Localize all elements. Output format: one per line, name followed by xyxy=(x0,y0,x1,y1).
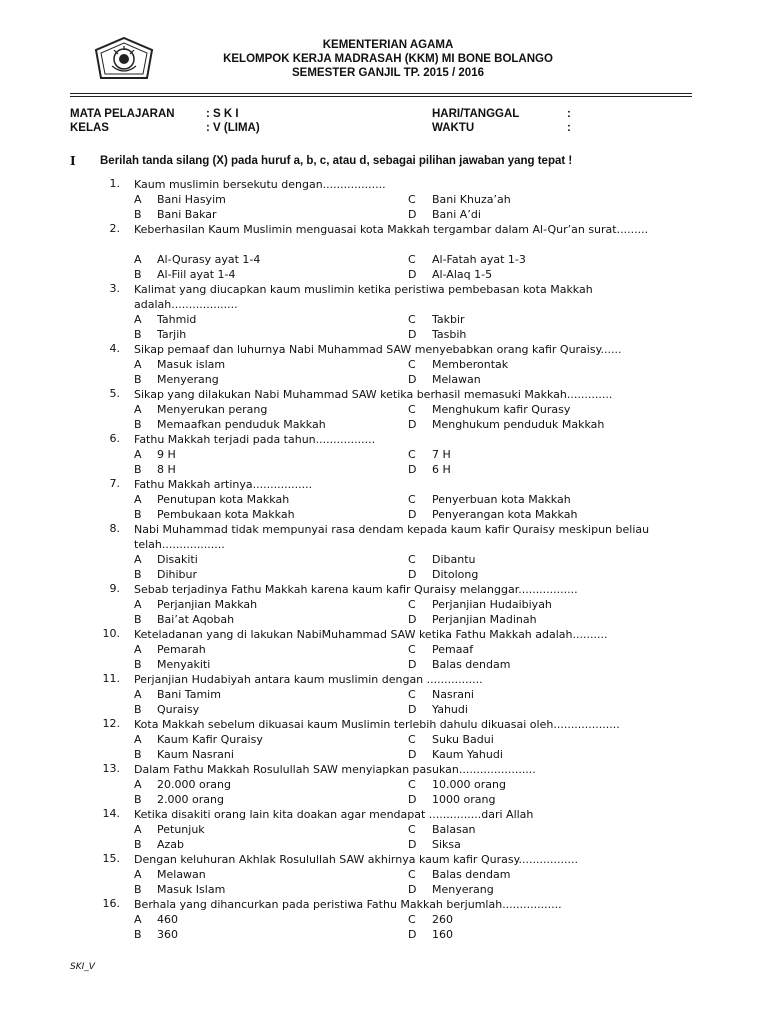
option-letter[interactable]: A xyxy=(134,553,142,566)
option-row xyxy=(0,702,768,717)
option-letter[interactable]: C xyxy=(408,643,416,656)
question-number: 5. xyxy=(109,387,120,400)
option-row xyxy=(0,642,768,657)
question-text: Fathu Makkah terjadi pada tahun................. xyxy=(134,433,376,446)
option-text: Dibantu xyxy=(432,553,476,566)
option-letter[interactable]: C xyxy=(408,553,416,566)
option-letter[interactable]: B xyxy=(134,268,142,281)
option-letter[interactable]: A xyxy=(134,868,142,881)
question-text: Dengan keluhuran Akhlak Rosulullah SAW akhirnya kaum kafir Qurasy................. xyxy=(134,853,578,866)
option-text: Tahmid xyxy=(157,313,197,326)
option-row xyxy=(0,822,768,837)
question-number: 2. xyxy=(109,222,120,235)
option-row xyxy=(0,357,768,372)
option-text: Suku Badui xyxy=(432,733,494,746)
option-letter[interactable]: A xyxy=(134,493,142,506)
option-letter[interactable]: C xyxy=(408,448,416,461)
option-text: 9 H xyxy=(157,448,176,461)
header-divider-bottom xyxy=(70,96,692,97)
option-row xyxy=(0,492,768,507)
option-letter[interactable]: C xyxy=(408,688,416,701)
option-letter[interactable]: C xyxy=(408,868,416,881)
option-text: Quraisy xyxy=(157,703,200,716)
option-letter[interactable]: B xyxy=(134,928,142,941)
question-text: Berhala yang dihancurkan pada peristiwa Fathu Makkah berjumlah................. xyxy=(134,898,562,911)
option-letter[interactable]: D xyxy=(408,838,417,851)
option-letter[interactable]: D xyxy=(408,268,417,281)
question-number: 10. xyxy=(102,627,120,640)
option-letter[interactable]: D xyxy=(408,328,417,341)
option-letter[interactable]: B xyxy=(134,838,142,851)
time-label: WAKTU xyxy=(432,122,475,134)
option-text: Kaum Yahudi xyxy=(432,748,503,761)
question-text: Sikap yang dilakukan Nabi Muhammad SAW ketika berhasil memasuki Makkah............. xyxy=(134,388,613,401)
option-text: Penyerangan kota Makkah xyxy=(432,508,578,521)
question-number: 15. xyxy=(102,852,120,865)
option-letter[interactable]: C xyxy=(408,733,416,746)
subject-value: : S K I xyxy=(206,108,239,120)
option-letter[interactable]: D xyxy=(408,373,417,386)
question-text: Sikap pemaaf dan luhurnya Nabi Muhammad SAW menyebabkan orang kafir Quraisy...... xyxy=(134,343,622,356)
option-text: Penyerbuan kota Makkah xyxy=(432,493,571,506)
option-text: Perjanjian Makkah xyxy=(157,598,258,611)
option-text: 360 xyxy=(157,928,178,941)
option-text: 260 xyxy=(432,913,453,926)
option-text: Pembukaan kota Makkah xyxy=(157,508,295,521)
option-letter[interactable]: C xyxy=(408,493,416,506)
option-letter[interactable]: B xyxy=(134,208,142,221)
option-text: 460 xyxy=(157,913,178,926)
option-text: Menyakiti xyxy=(157,658,211,671)
option-letter[interactable]: B xyxy=(134,508,142,521)
option-text: Azab xyxy=(157,838,185,851)
option-letter[interactable]: B xyxy=(134,793,142,806)
option-row xyxy=(0,507,768,522)
option-letter[interactable]: B xyxy=(134,328,142,341)
question-number: 6. xyxy=(109,432,120,445)
option-row xyxy=(0,552,768,567)
option-text: Masuk Islam xyxy=(157,883,226,896)
option-text: Menghukum kafir Qurasy xyxy=(432,403,571,416)
header-divider-top xyxy=(70,93,692,94)
option-row xyxy=(0,252,768,267)
option-text: 160 xyxy=(432,928,453,941)
option-text: 1000 orang xyxy=(432,793,496,806)
option-text: 20.000 orang xyxy=(157,778,231,791)
option-row xyxy=(0,687,768,702)
ministry-logo-icon xyxy=(92,36,156,80)
option-text: Kaum Kafir Quraisy xyxy=(157,733,263,746)
option-text: Bani Hasyim xyxy=(157,193,226,206)
option-text: 7 H xyxy=(432,448,451,461)
question-text: Kaum muslimin bersekutu dengan.................. xyxy=(134,178,386,191)
option-text: Al-Fiil ayat 1-4 xyxy=(157,268,236,281)
option-row xyxy=(0,192,768,207)
question-text: Fathu Makkah artinya................. xyxy=(134,478,313,491)
option-letter[interactable]: A xyxy=(134,643,142,656)
option-letter[interactable]: A xyxy=(134,448,142,461)
option-text: Menyerang xyxy=(432,883,494,896)
option-text: Tasbih xyxy=(432,328,467,341)
option-letter[interactable]: C xyxy=(408,403,416,416)
option-text: Al-Fatah ayat 1-3 xyxy=(432,253,526,266)
option-row xyxy=(0,867,768,882)
option-letter[interactable]: C xyxy=(408,253,416,266)
question-number: 1. xyxy=(109,177,120,190)
day-label: HARI/TANGGAL xyxy=(432,108,520,120)
question-text: Keberhasilan Kaum Muslimin menguasai kota Makkah tergambar dalam Al-Qur’an surat......... xyxy=(134,223,649,236)
option-row xyxy=(0,837,768,852)
option-text: Menyerang xyxy=(157,373,219,386)
option-row xyxy=(0,777,768,792)
option-text: Kaum Nasrani xyxy=(157,748,234,761)
option-row xyxy=(0,267,768,282)
option-text: Pemaaf xyxy=(432,643,474,656)
header-semester: SEMESTER GANJIL TP. 2015 / 2016 xyxy=(292,67,484,79)
option-letter[interactable]: A xyxy=(134,358,142,371)
option-text: 10.000 orang xyxy=(432,778,506,791)
option-text: Siksa xyxy=(432,838,461,851)
section-instruction: Berilah tanda silang (X) pada huruf a, b, c, atau d, sebagai pilihan jawaban yang tepat ! xyxy=(100,155,573,167)
option-text: Perjanjian Hudaibiyah xyxy=(432,598,552,611)
option-letter[interactable]: D xyxy=(408,508,417,521)
option-letter[interactable]: A xyxy=(134,598,142,611)
option-text: Dihibur xyxy=(157,568,198,581)
question-number: 8. xyxy=(109,522,120,535)
question-number: 4. xyxy=(109,342,120,355)
option-text: Takbir xyxy=(432,313,465,326)
option-letter[interactable]: C xyxy=(408,313,416,326)
option-row xyxy=(0,567,768,582)
class-value: : V (LIMA) xyxy=(206,122,260,134)
question-text: Dalam Fathu Makkah Rosulullah SAW menyiapkan pasukan...................... xyxy=(134,763,536,776)
option-text: Memaafkan penduduk Makkah xyxy=(157,418,326,431)
option-text: Penutupan kota Makkah xyxy=(157,493,290,506)
option-letter[interactable]: A xyxy=(134,193,142,206)
option-letter[interactable]: B xyxy=(134,658,142,671)
option-letter[interactable]: D xyxy=(408,748,417,761)
question-number: 3. xyxy=(109,282,120,295)
time-value: : xyxy=(567,122,571,134)
option-text: Nasrani xyxy=(432,688,474,701)
option-text: Balas dendam xyxy=(432,658,511,671)
option-letter[interactable]: A xyxy=(134,778,142,791)
option-row xyxy=(0,927,768,942)
option-text: Al-Qurasy ayat 1-4 xyxy=(157,253,261,266)
option-text: Petunjuk xyxy=(157,823,205,836)
option-letter[interactable]: D xyxy=(408,208,417,221)
option-text: Al-Alaq 1-5 xyxy=(432,268,493,281)
header-group: KELOMPOK KERJA MADRASAH (KKM) MI BONE BOLANGO xyxy=(223,53,553,65)
option-letter[interactable]: D xyxy=(408,928,417,941)
option-row xyxy=(0,912,768,927)
option-row xyxy=(0,657,768,672)
footer-code: SKI_V xyxy=(70,962,95,972)
option-row xyxy=(0,372,768,387)
option-row xyxy=(0,327,768,342)
option-row xyxy=(0,312,768,327)
option-letter[interactable]: D xyxy=(408,658,417,671)
option-letter[interactable]: A xyxy=(134,688,142,701)
option-letter[interactable]: D xyxy=(408,793,417,806)
option-letter[interactable]: B xyxy=(134,373,142,386)
option-letter[interactable]: A xyxy=(134,253,142,266)
section-numeral: I xyxy=(70,154,76,168)
option-letter[interactable]: B xyxy=(134,613,142,626)
option-letter[interactable]: A xyxy=(134,403,142,416)
option-row xyxy=(0,612,768,627)
option-row xyxy=(0,447,768,462)
question-text: Ketika disakiti orang lain kita doakan agar mendapat ...............dari Allah xyxy=(134,808,534,821)
option-letter[interactable]: C xyxy=(408,598,416,611)
option-text: Melawan xyxy=(432,373,481,386)
option-row xyxy=(0,402,768,417)
question-number: 7. xyxy=(109,477,120,490)
option-letter[interactable]: B xyxy=(134,463,142,476)
question-number: 16. xyxy=(102,897,120,910)
option-text: Yahudi xyxy=(432,703,468,716)
option-letter[interactable]: C xyxy=(408,193,416,206)
option-letter[interactable]: B xyxy=(134,883,142,896)
option-letter[interactable]: D xyxy=(408,703,417,716)
option-text: Melawan xyxy=(157,868,206,881)
option-text: Menyerukan perang xyxy=(157,403,268,416)
question-text: Sebab terjadinya Fathu Makkah karena kaum kafir Quraisy melanggar................. xyxy=(134,583,578,596)
option-text: Balasan xyxy=(432,823,476,836)
question-text: Nabi Muhammad tidak mempunyai rasa dendam kepada kaum kafir Quraisy meskipun beliau telah.................. xyxy=(134,523,650,551)
option-letter[interactable]: C xyxy=(408,358,416,371)
option-text: Bai’at Aqobah xyxy=(157,613,235,626)
option-text: Tarjih xyxy=(157,328,187,341)
option-row xyxy=(0,417,768,432)
option-row xyxy=(0,597,768,612)
day-value: : xyxy=(567,108,571,120)
option-letter[interactable]: B xyxy=(134,568,142,581)
option-text: Disakiti xyxy=(157,553,198,566)
option-letter[interactable]: B xyxy=(134,703,142,716)
option-text: Menghukum penduduk Makkah xyxy=(432,418,605,431)
option-text: Pemarah xyxy=(157,643,206,656)
option-letter[interactable]: A xyxy=(134,913,142,926)
option-letter[interactable]: D xyxy=(408,463,417,476)
question-number: 12. xyxy=(102,717,120,730)
option-letter[interactable]: B xyxy=(134,748,142,761)
option-text: Bani Khuza’ah xyxy=(432,193,511,206)
option-text: 8 H xyxy=(157,463,176,476)
question-number: 9. xyxy=(109,582,120,595)
class-label: KELAS xyxy=(70,122,109,134)
option-letter[interactable]: C xyxy=(408,823,416,836)
option-row xyxy=(0,882,768,897)
option-letter[interactable]: D xyxy=(408,418,417,431)
option-letter[interactable]: C xyxy=(408,913,416,926)
option-row xyxy=(0,792,768,807)
question-text: Keteladanan yang di lakukan NabiMuhammad SAW ketika Fathu Makkah adalah.......... xyxy=(134,628,608,641)
question-text: Perjanjian Hudabiyah antara kaum muslimin dengan ................ xyxy=(134,673,483,686)
question-number: 13. xyxy=(102,762,120,775)
option-row xyxy=(0,207,768,222)
option-letter[interactable]: C xyxy=(408,778,416,791)
option-text: Bani A’di xyxy=(432,208,481,221)
option-row xyxy=(0,732,768,747)
option-letter[interactable]: D xyxy=(408,613,417,626)
option-text: Bani Bakar xyxy=(157,208,217,221)
option-letter[interactable]: B xyxy=(134,418,142,431)
question-text: Kalimat yang diucapkan kaum muslimin ketika peristiwa pembebasan kota Makkah adalah................... xyxy=(134,283,593,311)
option-text: 2.000 orang xyxy=(157,793,224,806)
question-number: 11. xyxy=(102,672,120,685)
option-text: Ditolong xyxy=(432,568,479,581)
option-letter[interactable]: A xyxy=(134,733,142,746)
option-text: Memberontak xyxy=(432,358,509,371)
option-text: 6 H xyxy=(432,463,451,476)
option-row xyxy=(0,747,768,762)
option-letter[interactable]: D xyxy=(408,568,417,581)
option-text: Balas dendam xyxy=(432,868,511,881)
header-ministry: KEMENTERIAN AGAMA xyxy=(322,39,454,51)
option-letter[interactable]: A xyxy=(134,313,142,326)
option-text: Perjanjian Madinah xyxy=(432,613,537,626)
option-text: Masuk islam xyxy=(157,358,226,371)
option-letter[interactable]: D xyxy=(408,883,417,896)
option-letter[interactable]: A xyxy=(134,823,142,836)
subject-label: MATA PELAJARAN xyxy=(70,108,175,120)
option-row xyxy=(0,462,768,477)
option-text: Bani Tamim xyxy=(157,688,221,701)
question-number: 14. xyxy=(102,807,120,820)
question-text: Kota Makkah sebelum dikuasai kaum Muslimin terlebih dahulu dikuasai oleh................... xyxy=(134,718,620,731)
